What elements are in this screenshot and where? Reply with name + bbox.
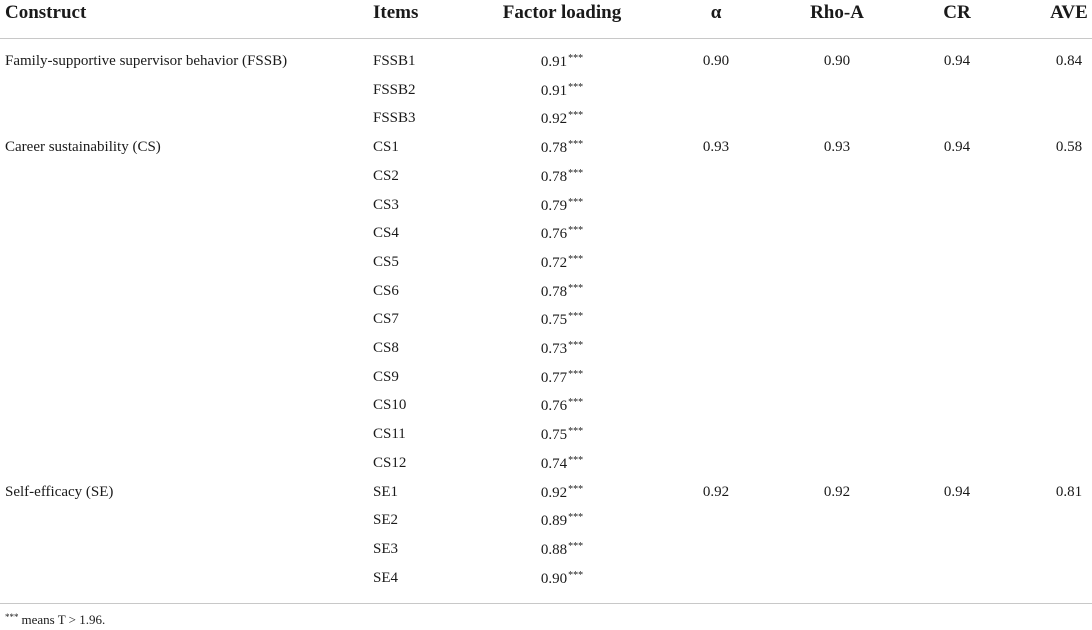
table-row [0,110,1092,139]
header-construct: Construct [5,2,87,23]
alpha-value: 0.93 [702,139,730,156]
table-row [0,570,1092,599]
item-code: FSSB1 [373,53,416,69]
factor-loading-value: 0.73 [540,341,568,357]
significance-stars: *** [568,53,584,64]
footnote-stars: *** [5,612,19,622]
factor-loading-cell [541,283,583,301]
significance-stars: *** [568,569,584,581]
significance-stars: *** [568,81,584,93]
item-code: CS3 [373,196,399,213]
factor-loading-cell [541,455,583,473]
factor-loading-value: 0.77 [540,369,568,386]
factor-loading-cell [541,570,583,588]
significance-stars: *** [568,225,584,237]
factor-loading-value: 0.92 [540,111,568,128]
table-header [0,0,1092,38]
significance-stars: *** [568,311,584,323]
construct-name: Career sustainability (CS) [5,139,161,156]
construct-name: Family-supportive supervisor behavior (FSSB) [5,53,288,69]
item-code: CS1 [373,139,399,156]
factor-loading-cell [541,225,583,243]
table-footnote [5,612,105,628]
item-code: CS6 [373,282,399,299]
factor-loading-cell [541,168,583,186]
significance-stars: *** [568,340,584,351]
factor-loading-value: 0.76 [540,398,568,415]
factor-loading-cell [541,53,583,71]
header-ave: AVE [1050,2,1088,23]
item-code: CS10 [373,397,407,414]
rho-a-value: 0.93 [823,139,851,156]
table-row [0,397,1092,426]
item-code: CS9 [373,368,399,385]
significance-stars: *** [568,512,584,524]
cr-value: 0.94 [943,483,971,500]
significance-stars: *** [568,282,584,294]
significance-stars: *** [568,368,584,380]
item-code: FSSB3 [373,110,416,127]
item-code: SE3 [373,540,399,557]
item-code: FSSB2 [373,81,416,98]
factor-loading-cell [541,426,583,444]
factor-loading-value: 0.78 [540,168,568,185]
item-code: SE4 [373,569,399,586]
factor-loading-value: 0.89 [540,513,568,530]
item-code: CS8 [373,340,399,356]
item-code: SE1 [373,483,399,500]
factor-loading-value: 0.76 [540,226,568,243]
bottom-rule [0,603,1092,604]
construct-name: Self-efficacy (SE) [5,483,114,500]
factor-loading-cell [541,197,583,215]
rho-a-value: 0.90 [823,53,851,69]
factor-loading-value: 0.90 [540,570,568,587]
table-row [0,541,1092,570]
item-code: CS11 [373,426,406,443]
factor-loading-cell [541,541,583,559]
factor-loading-cell [541,82,583,100]
alpha-value: 0.90 [702,53,730,69]
cr-value: 0.94 [943,53,971,69]
header-rule [0,38,1092,39]
factor-loading-value: 0.91 [540,82,568,99]
ave-value: 0.84 [1055,53,1083,69]
factor-loading-value: 0.74 [540,455,568,472]
factor-loading-cell [541,340,583,358]
factor-loading-cell [541,254,583,272]
table-row [0,311,1092,340]
table-row [0,168,1092,197]
significance-stars: *** [568,540,584,552]
factor-loading-value: 0.75 [540,312,568,329]
table-row [0,197,1092,226]
significance-stars: *** [568,196,584,208]
rho-a-value: 0.92 [823,483,851,500]
factor-loading-cell [541,484,583,502]
table-row [0,53,1092,82]
significance-stars: *** [568,139,584,151]
item-code: CS2 [373,167,399,184]
cr-value: 0.94 [943,139,971,156]
table-row [0,484,1092,513]
item-code: CS5 [373,253,399,270]
header-factor-loading: Factor loading [502,2,622,23]
table-row [0,225,1092,254]
significance-stars: *** [568,110,584,122]
table-row [0,283,1092,312]
factor-loading-value: 0.91 [540,54,568,70]
factor-loading-value: 0.92 [540,484,568,501]
item-code: CS12 [373,454,407,471]
table-row [0,82,1092,111]
factor-loading-value: 0.78 [540,140,568,157]
header-cr: CR [943,2,971,23]
factor-loading-cell [541,139,583,157]
significance-stars: *** [568,426,584,438]
table-row [0,254,1092,283]
table-row [0,455,1092,484]
factor-loading-value: 0.72 [540,254,568,271]
significance-stars: *** [568,454,584,466]
table-row [0,340,1092,369]
ave-value: 0.81 [1055,483,1083,500]
footnote-text: means T > 1.96. [21,612,106,627]
table-row [0,426,1092,455]
header-rho-a: Rho-A [810,2,864,23]
factor-loading-value: 0.79 [540,197,568,214]
table-row [0,369,1092,398]
item-code: SE2 [373,512,399,529]
factor-loading-value: 0.75 [540,427,568,444]
significance-stars: *** [568,397,584,409]
table-row [0,512,1092,541]
factor-loading-cell [541,110,583,128]
factor-loading-value: 0.88 [540,541,568,558]
significance-stars: *** [568,483,584,495]
significance-stars: *** [568,253,584,265]
significance-stars: *** [568,167,584,179]
header-items: Items [373,2,419,23]
item-code: CS7 [373,311,399,328]
item-code: CS4 [373,225,399,242]
factor-loading-cell [541,369,583,387]
factor-loading-cell [541,311,583,329]
table-row [0,139,1092,168]
alpha-value: 0.92 [702,483,730,500]
factor-loading-cell [541,397,583,415]
factor-loading-value: 0.78 [540,283,568,300]
factor-loading-cell [541,512,583,530]
header-alpha: α [710,2,722,23]
ave-value: 0.58 [1055,139,1083,156]
